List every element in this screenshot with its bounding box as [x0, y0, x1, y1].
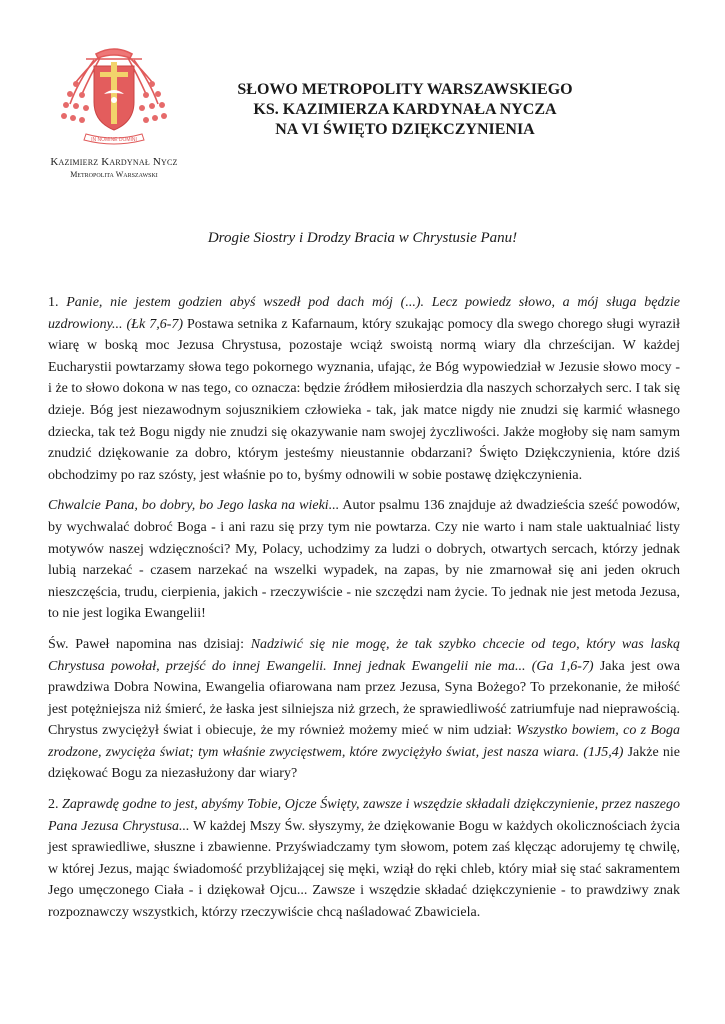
text-run: W każdej Mszy Św. słyszymy, że dziękowanie Bogu w każdych okolicznościach życia jest sprawiedliwe, słuszne i zbawienne. Przyświadczamy tym słowom, potem zaś klęcząc adorujemy tę chwilę, w której Jezus, mając świadomość przybliżającej się męki, wziął do ręki chleb, który miał się stać sakramentem Jego umęczonego Ciała - i dziękował Ojcu... Zawsze i wszędzie składać dziękczynienie - to prawdziwy znak rozpoznawczy wszystkich, którzy rzeczywiście chcą naśladować Zbawiciela.	[48, 818, 680, 921]
coat-of-arms-icon	[56, 42, 172, 150]
paragraph	[48, 794, 680, 924]
title-line: NA VI ŚWIĘTO DZIĘKCZYNIENIA	[275, 121, 535, 138]
title-line: KS. KAZIMIERZA KARDYNAŁA NYCZA	[253, 101, 557, 118]
text-run: Św. Paweł napomina nas dzisiaj:	[48, 636, 251, 652]
title-line: SŁOWO METROPOLITY WARSZAWSKIEGO	[237, 81, 573, 98]
text-run: Jaka jest owa prawdziwa Dobra Nowina, Ewangelia ofiarowana nam przez Jezusa, Syna Bożego? To przekonanie, że miłość jest potężniejsza niż śmierć, że łaska jest silniejsza niż grzech, że sprawiedliwość zatriumfuje nad nieprawością. Chrystus zwyciężył świat i obiecuje, że my również możemy mieć w nim udział:	[48, 658, 680, 739]
quotation: Chwalcie Pana, bo dobry, bo Jego laska na wieki...	[48, 498, 340, 514]
author-signature	[28, 156, 200, 180]
quotation: Nadziwić się nie mogę, że tak szybko chcecie od tego, który was laską Chrystusa powołał, przejść do innej Ewangelii. Innej jednak Ewangelii nie ma... (Ga 1,6-7)	[48, 636, 680, 674]
quotation: Zaprawdę godne to jest, abyśmy Tobie, Ojcze Święty, zawsze i wszędzie składali dziękczynienie, przez naszego Pana Jezusa Chrystusa...	[48, 797, 680, 834]
letter-body	[48, 292, 680, 933]
text-run: Jakże nie dziękować Bogu za niezasłużony dar wiary?	[48, 744, 680, 782]
signature-title: Metropolita Warszawski	[70, 170, 158, 179]
signature-name: Kazimierz Kardynał Nycz	[50, 156, 178, 168]
quotation: Panie, nie jestem godzien abyś wszedł pod dach mój (...). Lecz powiedz słowo, a mój sługa będzie uzdrowiony... (Łk 7,6-7)	[48, 295, 681, 332]
crest-motto: IN NOMINE DOMINI	[91, 137, 137, 143]
paragraph	[48, 634, 680, 785]
text-run: Postawa setnika z Kafarnaum, który szukając pomocy dla swego chorego sługi wyraził wiarę w boską moc Jezusa Chrystusa, pozostaje wciąż swoistą normą wiary dla chrześcijan. W każdej Eucharystii powtarzamy słowa tego pokornego wyznania, ufając, że Bóg wypowiedział w Jezusie słowo mocy - i że to słowo dokona w nas tego, co oznacza: będzie źródłem miłosierdzia dla naszych schorzałych serc. I tak się dzieje. Bóg jest niezawodnym sojusznikiem człowieka - tak, jak matce nigdy nie znudzi się karmić własnego dziecka, tak też Bogu nigdy nie znudzi się okazywanie nam swojej życzliwości. Jakże mogłoby się nam samym znudzić dziękowanie za dobro, którym jesteśmy nieustannie obdarzani? Święto Dziękczynienia, które dziś obchodzimy po raz szósty, jest właśnie po to, byśmy odnowili w sobie postawę dziękczynienia.	[48, 316, 680, 483]
text-run: Autor psalmu 136 znajduje aż dwadzieścia sześć powodów, by wychwalać dobroć Boga - i ani razu się przy tym nie powtarza. Czy nie warto i nam stale uaktualniać listy motywów naszej wdzięczności? My, Polacy, uchodzimy za ludzi o dobrych, otwartych sercach, którzy jednak lubią narzekać - czasem narzekać na wszelki wypadek, na zapas, by nie zmarnował się ani jeden okruch nieszczęścia, trudu, cierpienia, jakich - rzeczywiście - nie szczędzi nam życie. To jednak nie jest metoda Jezusa, to nie jest logika Ewangelii!	[48, 498, 680, 622]
text-run: 2.	[48, 797, 63, 813]
cardinal-coat-of-arms	[56, 42, 172, 150]
paragraph	[48, 495, 680, 625]
text-run: 1.	[48, 295, 67, 310]
paragraph	[48, 292, 680, 486]
quotation: Wszystko bowiem, co z Boga zrodzone, zwycięża świat; tym właśnie zwycięstwem, które zwyciężyło świat, jest nasza wiara. (1J5,4)	[48, 723, 680, 760]
document-title	[195, 80, 615, 140]
salutation: Drogie Siostry i Drodzy Bracia w Chrystusie Panu!	[207, 230, 518, 246]
